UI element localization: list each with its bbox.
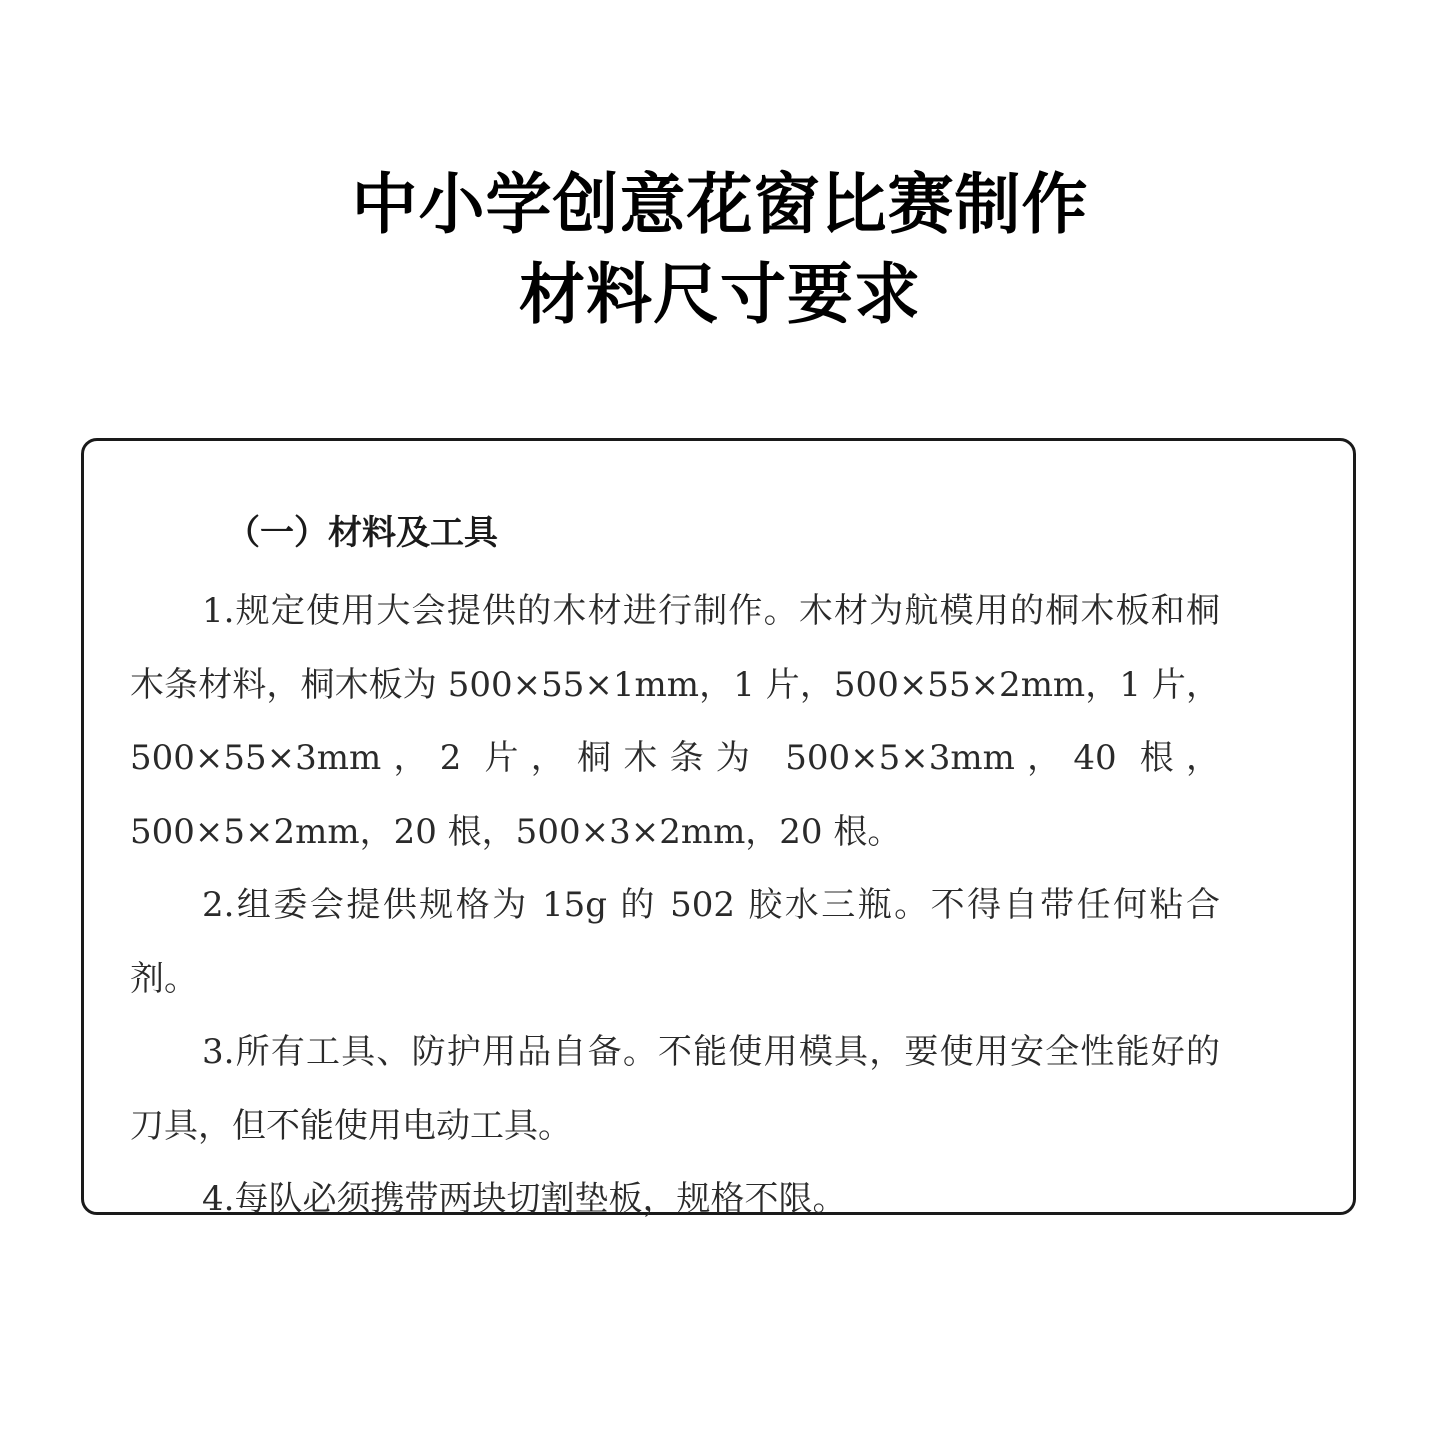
document-card	[81, 438, 1356, 1219]
title-block	[0, 160, 1440, 340]
document-excerpt	[130, 503, 1220, 1237]
page-title-line-2: 材料尺寸要求	[519, 256, 921, 333]
paragraph-item-2: 2.组委会提供规格为 15g 的 502 胶水三瓶。不得自带任何粘合剂。	[130, 885, 1220, 999]
section-heading: （一）材料及工具	[226, 513, 498, 553]
paragraph-item-4: 4.每队必须携带两块切割垫板，规格不限。	[202, 1179, 847, 1219]
paragraph-item-1: 1.规定使用大会提供的木材进行制作。木材为航模用的桐木板和桐木条材料，桐木板为 500×55×1mm，1 片，500×55×2mm，1 片，500×55×3mm，2 片，桐木条为 500×5×3mm，40 根，500×5×2mm，20 根，500×3×2mm，20 根。	[130, 591, 1220, 852]
page-title-line-1: 中小学创意花窗比赛制作	[351, 166, 1089, 243]
paragraph-item-3: 3.所有工具、防护用品自备。不能使用模具，要使用安全性能好的刀具，但不能使用电动工具。	[130, 1032, 1220, 1146]
